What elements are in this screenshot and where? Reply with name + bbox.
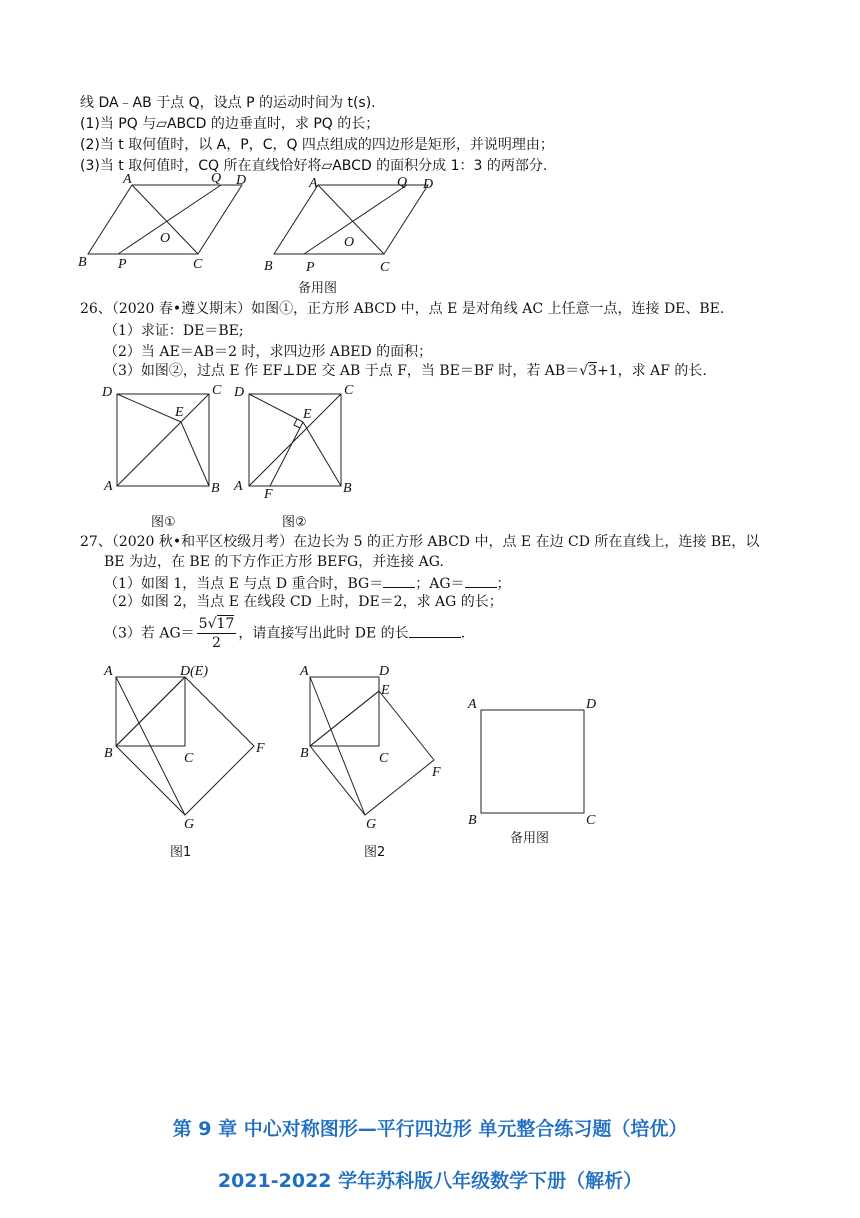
fig-label-a: A xyxy=(104,479,113,494)
caption-fig-2: 图② xyxy=(282,515,307,530)
fig-label-o: O xyxy=(160,231,171,246)
footer-book-title: 2021-2022 学年苏科版八年级数学下册（解析） xyxy=(217,1170,643,1192)
fig-label-c: C xyxy=(212,383,222,398)
q27-part1: （1）如图 1，当点 E 与点 D 重合时，BG＝ ；AG＝ ； xyxy=(104,573,511,593)
fig-label-e: E xyxy=(175,405,184,420)
q27-part2: （2）如图 2，当点 E 在线段 CD 上时，DE＝2，求 AG 的长； xyxy=(104,594,503,610)
fig-label-d: D xyxy=(586,697,597,712)
fig-label-d: D xyxy=(234,385,245,400)
fig-label-c: C xyxy=(379,751,389,766)
fig-label-q: Q xyxy=(397,175,408,190)
q26-stem: 26、（2020 春•遵义期末）如图①，正方形 ABCD 中，点 E 是对角线 AC 上任意一点，连接 DE、BE. xyxy=(80,301,725,317)
q25-figure-spare xyxy=(262,172,442,296)
q27-stem-line2: BE 为边，在 BE 的下方作正方形 BEFG，并连接 AG. xyxy=(104,554,444,570)
fig-label-a: A xyxy=(309,176,318,191)
fig-label-a: A xyxy=(300,664,309,679)
answer-blank-bg xyxy=(383,573,415,588)
fig-label-a: A xyxy=(104,664,113,679)
fig-label-f: F xyxy=(432,765,441,780)
answer-blank-de xyxy=(409,623,461,638)
q27-figure-2 xyxy=(296,660,466,860)
fig-label-c: C xyxy=(184,751,194,766)
fig-label-p: P xyxy=(118,257,127,272)
q27-stem-line1: 27、（2020 秋•和平区校级月考）在边长为 5 的正方形 ABCD 中，点 E 在边 CD 所在直线上，连接 BE，以 xyxy=(80,534,760,550)
fig-label-e: E xyxy=(381,683,390,698)
fig-label-b: B xyxy=(300,746,309,761)
fig-label-a: A xyxy=(234,479,243,494)
fraction-5sqrt17-over-2: $\frac{5√17}{2}$ xyxy=(198,616,235,651)
fig-label-g: G xyxy=(366,817,377,832)
caption-fig-2: 图2 xyxy=(364,845,386,860)
fig-label-d: D xyxy=(379,664,390,679)
q26-part3: （3）如图②，过点 E 作 EF⊥DE 交 AB 于点 F，当 BE＝BF 时，若 AB＝√3+1，求 AF 的长. xyxy=(104,363,707,379)
fig-label-a: A xyxy=(468,697,477,712)
fig-label-c: C xyxy=(586,813,596,828)
fig-label-f: F xyxy=(256,741,265,756)
fig-label-c: C xyxy=(380,260,390,275)
fig-label-d: D xyxy=(102,385,113,400)
fig-label-c: C xyxy=(344,383,354,398)
fig-label-b: B xyxy=(211,481,220,496)
fig-label-a: A xyxy=(123,172,132,187)
caption-fig-1: 图① xyxy=(151,515,176,530)
fig-label-c: C xyxy=(193,257,203,272)
answer-blank-ag xyxy=(465,573,497,588)
caption-fig-1: 图1 xyxy=(170,845,192,860)
fig-label-b: B xyxy=(78,255,87,270)
q26-figure-1 xyxy=(96,380,226,530)
sqrt-3: √3 xyxy=(579,363,598,379)
q25-part1: (1)当 PQ 与▱ABCD 的边垂直时，求 PQ 的长； xyxy=(80,116,380,132)
footer-chapter-title: 第 9 章 中心对称图形—平行四边形 单元整合练习题（培优） xyxy=(172,1118,688,1140)
q25-part3: (3)当 t 取何值时，CQ 所在直线恰好将▱ABCD 的面积分成 1：3 的两部分. xyxy=(80,158,548,174)
fig-label-q: Q xyxy=(211,172,222,186)
fig-label-g: G xyxy=(184,817,195,832)
fig-label-d: D xyxy=(423,177,434,192)
fig-label-e: E xyxy=(303,407,312,422)
fig-label-f: F xyxy=(264,487,273,502)
q27-part3: （3）若 AG＝ $\frac{5√17}{2}$ ，请直接写出此时 DE 的长 . xyxy=(104,616,466,651)
fig-label-b: B xyxy=(264,259,273,274)
q26-part2: （2）当 AE＝AB＝2 时，求四边形 ABED 的面积； xyxy=(104,344,433,360)
fig-label-b: B xyxy=(104,746,113,761)
q27-figure-spare xyxy=(466,690,616,850)
fig-label-p: P xyxy=(306,260,315,275)
fig-label-b: B xyxy=(343,481,352,496)
q27-figure-1 xyxy=(100,660,280,860)
fig-label-b: B xyxy=(468,813,477,828)
q26-figure-2 xyxy=(230,380,360,530)
fig-label-d-e: D(E) xyxy=(180,664,208,679)
q25-part2: (2)当 t 取何值时，以 A，P，C，Q 四点组成的四边形是矩形，并说明理由； xyxy=(80,137,554,153)
q26-part1: （1）求证：DE＝BE; xyxy=(104,323,244,339)
q25-figure-parallelogram xyxy=(76,172,256,274)
q25-intro: 线 DA﹣AB 于点 Q，设点 P 的运动时间为 t(s). xyxy=(80,95,376,111)
fig-label-o: O xyxy=(344,235,355,250)
caption-spare-figure: 备用图 xyxy=(298,281,338,296)
fig-label-d: D xyxy=(236,173,247,188)
caption-spare-figure: 备用图 xyxy=(510,831,550,846)
